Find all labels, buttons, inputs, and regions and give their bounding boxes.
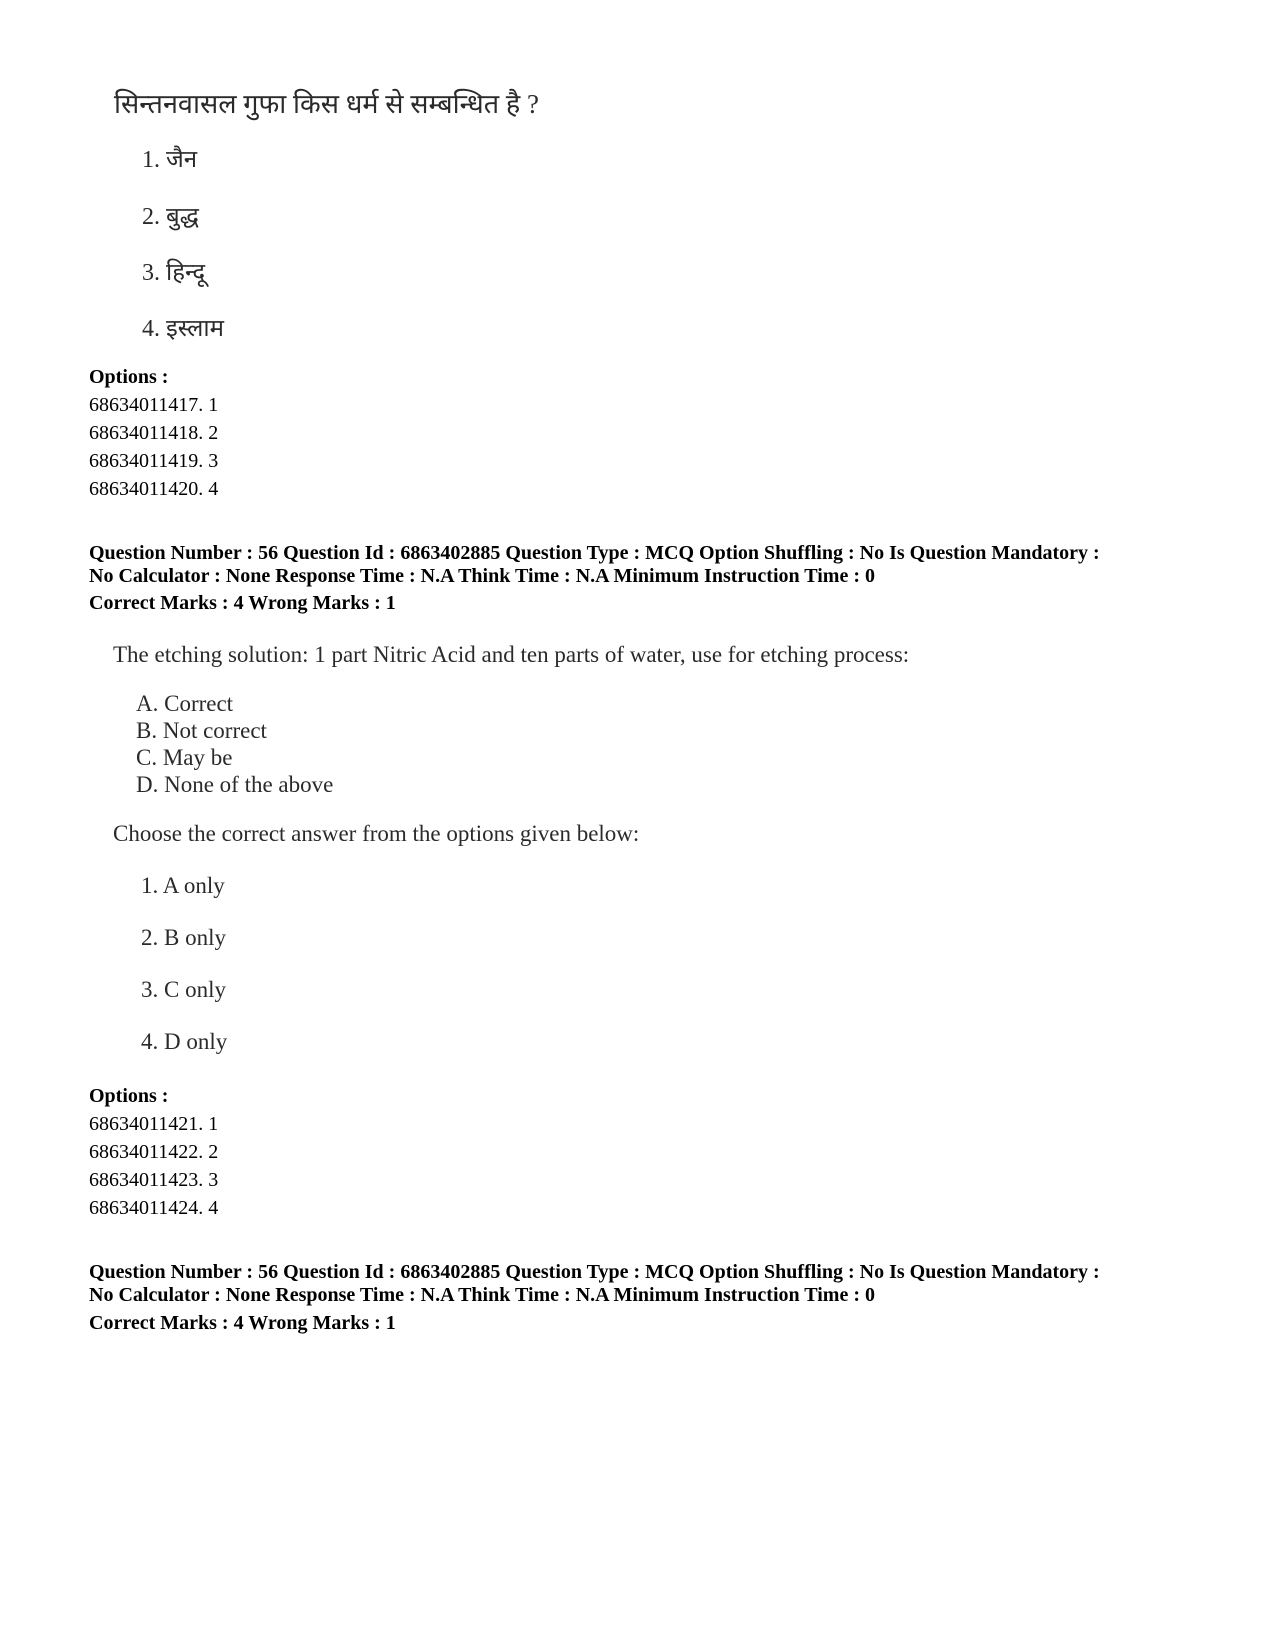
option-id: 68634011422. 2 [89,1141,219,1163]
marks-line: Correct Marks : 4 Wrong Marks : 1 [89,592,396,614]
marks-line: Correct Marks : 4 Wrong Marks : 1 [89,1312,396,1334]
question-choice: 4. इस्लाम [142,316,224,342]
question-choice: 3. हिन्दू [142,260,206,286]
question-text-hindi: सिन्तनवासल गुफा किस धर्म से सम्बन्धित है ? [114,89,539,119]
question-choice: 2. बुद्ध [142,204,199,230]
statement: C. May be [136,745,233,770]
question-choice: 1. जैन [142,147,198,173]
options-label: Options : [89,366,169,388]
statement: D. None of the above [136,772,334,797]
option-id: 68634011421. 1 [89,1113,219,1135]
question-text: The etching solution: 1 part Nitric Acid and ten parts of water, use for etching process: [113,642,910,667]
question-instruction: Choose the correct answer from the options given below: [113,821,640,846]
option-id: 68634011417. 1 [89,394,219,416]
question-choice: 1. A only [141,873,225,898]
statement: B. Not correct [136,718,267,743]
question-choice: 3. C only [141,977,226,1002]
question-meta-line-1: Question Number : 56 Question Id : 6863402885 Question Type : MCQ Option Shuffling : No Is Question Mandatory : [89,542,1100,564]
statement: A. Correct [136,691,234,716]
option-id: 68634011424. 4 [89,1197,219,1219]
question-meta-line-1: Question Number : 56 Question Id : 6863402885 Question Type : MCQ Option Shuffling : No Is Question Mandatory : [89,1261,1100,1283]
question-choice: 2. B only [141,925,226,950]
option-id: 68634011420. 4 [89,478,219,500]
options-label: Options : [89,1085,169,1107]
question-choice: 4. D only [141,1029,228,1054]
question-meta-line-2: No Calculator : None Response Time : N.A Think Time : N.A Minimum Instruction Time : 0 [89,565,875,587]
option-id: 68634011418. 2 [89,422,219,444]
option-id: 68634011419. 3 [89,450,219,472]
option-id: 68634011423. 3 [89,1169,219,1191]
question-meta-line-2: No Calculator : None Response Time : N.A Think Time : N.A Minimum Instruction Time : 0 [89,1284,875,1306]
